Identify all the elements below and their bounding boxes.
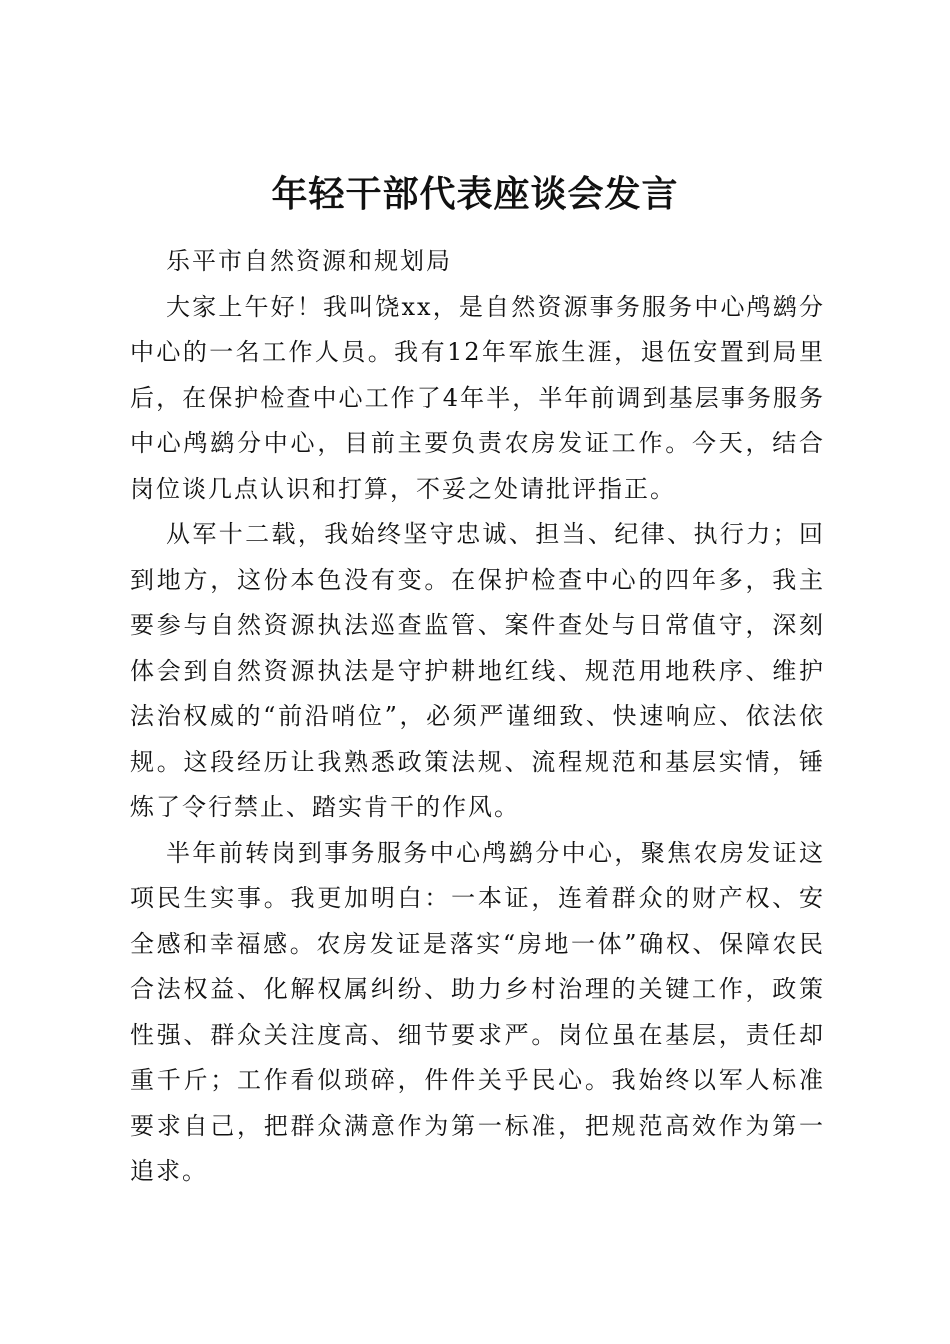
paragraph-1: 大家上午好！我叫饶xx，是自然资源事务服务中心鸬鹚分中心的一名工作人员。我有12年军旅生涯，退伍安置到局里后，在保护检查中心工作了4年半，半年前调到基层事务服务中心鸬鹚分中心，目前主要负责农房发证工作。今天，结合岗位谈几点认识和打算，不妥之处请批评指正。 <box>130 292 825 503</box>
document-body <box>130 239 825 1195</box>
organization-line: 乐平市自然资源和规划局 <box>166 247 452 275</box>
paragraph-2: 从军十二载，我始终坚守忠诚、担当、纪律、执行力；回到地方，这份本色没有变。在保护检查中心的四年多，我主要参与自然资源执法巡查监管、案件查处与日常值守，深刻体会到自然资源执法是守护耕地红线、规范用地秩序、维护法治权威的“前沿哨位”，必须严谨细致、快速响应、依法依规。这段经历让我熟悉政策法规、流程规范和基层实情，锤炼了令行禁止、踏实肯干的作风。 <box>130 520 825 821</box>
document-title: 年轻干部代表座谈会发言 <box>271 173 679 215</box>
paragraph-3: 半年前转岗到事务服务中心鸬鹚分中心，聚焦农房发证这项民生实事。我更加明白：一本证，连着群众的财产权、安全感和幸福感。农房发证是落实“房地一体”确权、保障农民合法权益、化解权属纠纷、助力乡村治理的关键工作，政策性强、群众关注度高、细节要求严。岗位虽在基层，责任却重千斤；工作看似琐碎，件件关乎民心。我始终以军人标准要求自己，把群众满意作为第一标准，把规范高效作为第一追求。 <box>130 838 825 1185</box>
